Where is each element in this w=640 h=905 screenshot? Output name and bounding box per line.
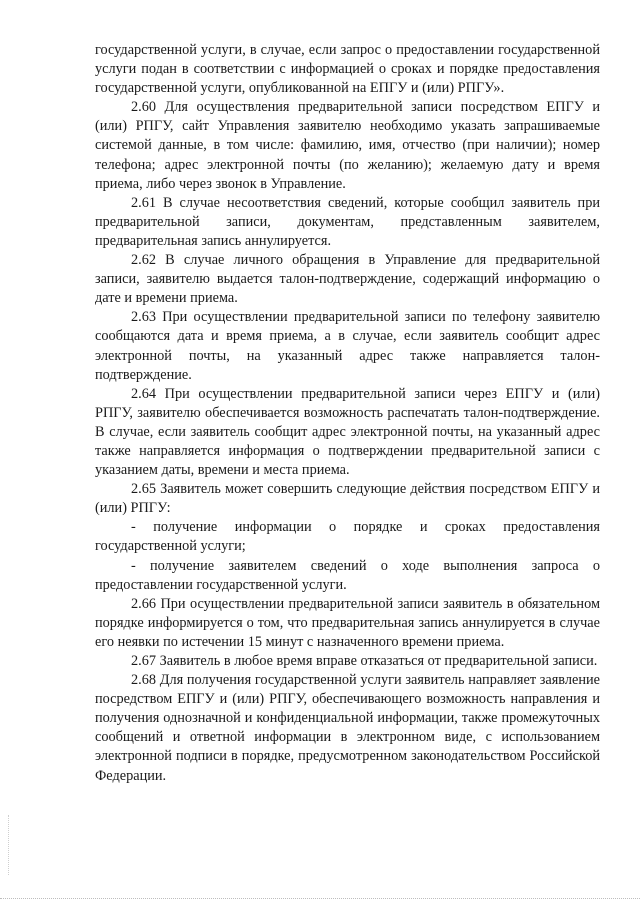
document-body bbox=[95, 41, 600, 786]
paragraph-2-61: 2.61 В случае несоответствия сведений, которые сообщил заявитель при предварительной записи, документам, представленным заявителем, предварительная запись аннулируется. bbox=[95, 194, 600, 249]
paragraph-2-65: 2.65 Заявитель может совершить следующие действия посредством ЕПГУ и (или) РПГУ: bbox=[95, 481, 600, 517]
list-item-status: - получение заявителем сведений о ходе выполнения запроса о предоставлении государственной услуги. bbox=[95, 557, 600, 593]
scan-bottom-edge bbox=[0, 898, 640, 899]
paragraph-2-67: 2.67 Заявитель в любое время вправе отказаться от предварительной записи. bbox=[131, 653, 598, 669]
paragraph-2-60: 2.60 Для осуществления предварительной записи посредством ЕПГУ и (или) РПГУ, сайт Управления заявителю необходимо указать запрашиваемые системой данные, в том числе: фамилию, имя, отчество (при наличии); номер телефона; адрес электронной почты (по желанию); желаемую дату и время приема, либо через звонок в Управление. bbox=[95, 99, 600, 192]
paragraph-2-64: 2.64 При осуществлении предварительной записи через ЕПГУ и (или) РПГУ, заявителю обеспечивается возможность распечатать талон-подтверждение. В случае, если заявитель сообщит адрес электронной почты, на указанный адрес также направляется информация о подтверждении предварительной записи с указанием даты, времени и места приема. bbox=[95, 385, 600, 479]
paragraph-2-63: 2.63 При осуществлении предварительной записи по телефону заявителю сообщаются дата и время приема, а в случае, если заявитель сообщит адрес электронной почты, на указанный адрес также направляется талон-подтверждение. bbox=[95, 309, 600, 383]
list-item-info: - получение информации о порядке и сроках предоставления государственной услуги; bbox=[95, 519, 600, 555]
paragraph-continuation: государственной услуги, в случае, если запрос о предоставлении государственной услуги подан в соответствии с информацией о сроках и порядке предоставления государственной услуги, опубликованной на ЕПГУ и (или) РПГУ». bbox=[95, 42, 600, 97]
paragraph-2-68: 2.68 Для получения государственной услуги заявитель направляет заявление посредством ЕПГУ и (или) РПГУ, обеспечивающего возможность направления и получения однозначной и конфиденциальной информации, также промежуточных сообщений и ответной информации в электронном виде, с использованием электронной подписи в порядке, предусмотренном законодательством Российской Федерации. bbox=[95, 672, 600, 784]
scan-margin-artifact bbox=[8, 815, 10, 875]
paragraph-2-66: 2.66 При осуществлении предварительной записи заявитель в обязательном порядке информируется о том, что предварительная запись аннулируется в случае его неявки по истечении 15 минут с назначенного времени приема. bbox=[95, 595, 600, 650]
paragraph-2-62: 2.62 В случае личного обращения в Управление для предварительной записи, заявителю выдается талон-подтверждение, содержащий информацию о дате и времени приема. bbox=[95, 252, 600, 307]
